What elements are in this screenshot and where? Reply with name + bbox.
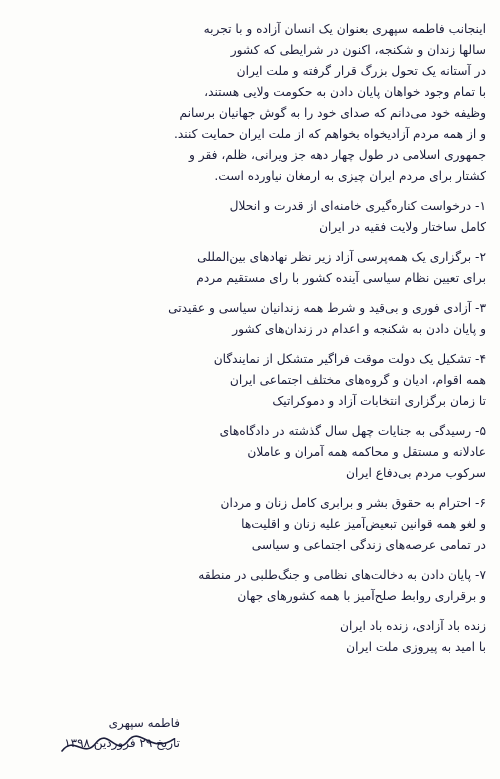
demand-item-5 bbox=[14, 421, 486, 484]
demand-item-1 bbox=[14, 196, 486, 238]
letter-line: تا زمان برگزاری انتخابات آزاد و دموکراتیک bbox=[272, 394, 486, 408]
letter-line: عادلانه و مستقل و محاکمه همه آمران و عاملان bbox=[247, 445, 486, 459]
demand-item-4 bbox=[14, 349, 486, 412]
letter-line: ۵- رسیدگی به جنایات چهل سال گذشته در دادگاه‌های bbox=[219, 424, 486, 438]
handwritten-signature-mark bbox=[58, 731, 178, 761]
letter-line: و پایان دادن به شکنجه و اعدام در زندان‌های کشور bbox=[232, 322, 486, 336]
signature-date: تاریخ ۲۹ فروردین ۱۳۹۸ bbox=[64, 736, 180, 750]
letter-line: و از همه مردم آزادیخواه بخواهم که از ملت ایران حمایت کنند. bbox=[174, 127, 486, 141]
letter-line: ۶- احترام به حقوق بشر و برابری کامل زنان و مردان bbox=[220, 496, 486, 510]
demand-item-7 bbox=[14, 565, 486, 607]
letter-line: در آستانه یک تحول بزرگ قرار گرفته و ملت ایران bbox=[236, 64, 486, 78]
letter-body bbox=[14, 10, 486, 769]
letter-line: سالها زندان و شکنجه، اکنون در شرایطی که کشور bbox=[230, 43, 486, 57]
signature-name: فاطمه سپهری bbox=[108, 716, 180, 730]
letter-line: در تمامی عرصه‌های زندگی اجتماعی و سیاسی bbox=[251, 538, 486, 552]
letter-line: ۲- برگزاری یک همه‌پرسی آزاد زیر نظر نهادهای بین‌المللی bbox=[197, 250, 486, 264]
letter-line: ۱- درخواست کناره‌گیری خامنه‌ای از قدرت و انحلال bbox=[229, 199, 486, 213]
letter-line: با تمام وجود خواهان پایان دادن به حکومت ولایی هستند، bbox=[204, 85, 486, 99]
letter-line: و لغو همه قوانین تبعیض‌آمیز علیه زنان و اقلیت‌ها bbox=[241, 517, 486, 531]
letter-line: کشتار برای مردم ایران چیزی به ارمغان نیاورده است. bbox=[214, 169, 486, 183]
demand-item-6 bbox=[14, 493, 486, 556]
letter-line: زنده باد آزادی، زنده باد ایران bbox=[340, 619, 486, 633]
letter-line: همه اقوام، ادیان و گروه‌های مختلف اجتماعی ایران bbox=[229, 373, 486, 387]
letter-line: و برقراری روابط صلح‌آمیز با همه کشورهای جهان bbox=[237, 589, 486, 603]
letter-line: جمهوری اسلامی در طول چهار دهه جز ویرانی، ظلم، فقر و bbox=[188, 148, 486, 162]
intro-paragraph bbox=[14, 19, 486, 187]
letter-line: برای تعیین نظام سیاسی آینده کشور با رای مستقیم مردم bbox=[196, 271, 486, 285]
demand-item-2 bbox=[14, 247, 486, 289]
letter-line: کامل ساختار ولایت فقیه در ایران bbox=[319, 220, 486, 234]
letter-line: با امید به پیروزی ملت ایران bbox=[346, 640, 486, 654]
demand-item-3 bbox=[14, 298, 486, 340]
letter-line: ۳- آزادی فوری و بی‌قید و شرط همه زندانیان سیاسی و عقیدتی bbox=[168, 301, 486, 315]
letter-line: سرکوب مردم بی‌دفاع ایران bbox=[346, 466, 486, 480]
letter-line: اینجانب فاطمه سپهری بعنوان یک انسان آزاده و با تجربه bbox=[203, 22, 486, 36]
closing-paragraph bbox=[14, 616, 486, 658]
letter-line: ۴- تشکیل یک دولت موقت فراگیر متشکل از نمایندگان bbox=[213, 352, 486, 366]
letter-line: وظیفه خود می‌دانم که صدای خود را به گوش جهانیان برسانم bbox=[179, 106, 486, 120]
letter-line: ۷- پایان دادن به دخالت‌های نظامی و جنگ‌طلبی در منطقه bbox=[198, 568, 486, 582]
